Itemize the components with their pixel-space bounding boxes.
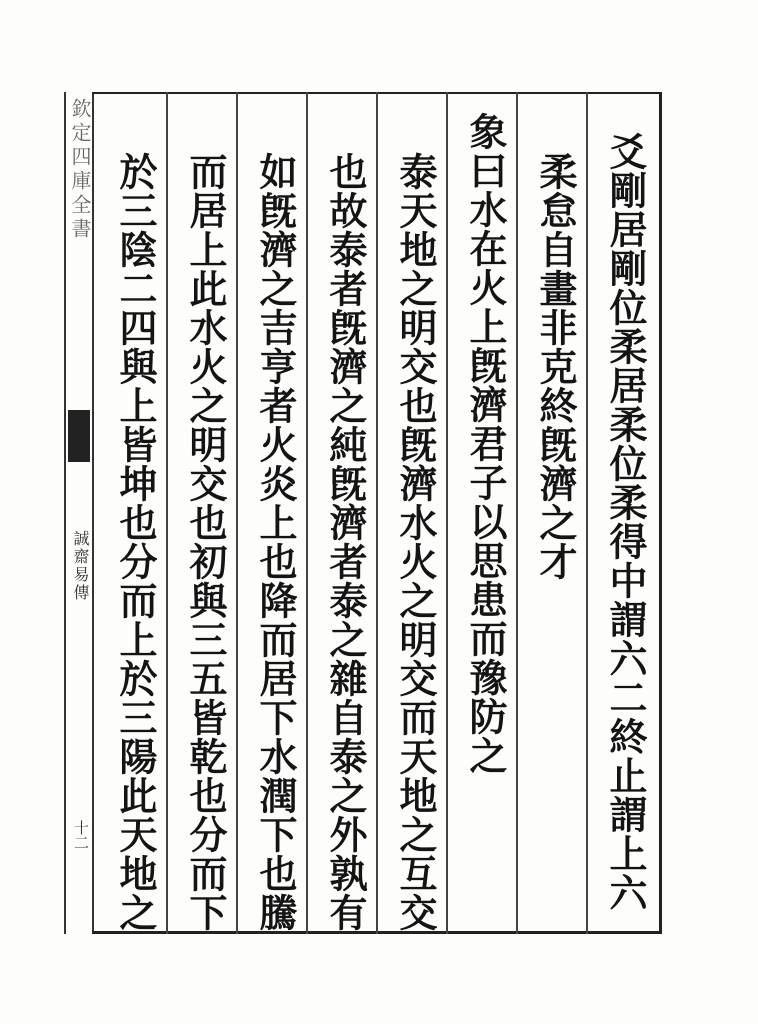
page-margin-column [64, 92, 94, 934]
column-divider [376, 92, 378, 934]
text-column-8: 於三陰二四與上皆坤也分而上於三陽此天地之 [113, 152, 158, 932]
text-column-6: 如旣濟之吉亨者火炎上也降而居下水潤下也騰 [253, 152, 298, 932]
column-divider [586, 92, 588, 934]
column-divider [306, 92, 308, 934]
margin-black-block [68, 410, 90, 462]
column-divider [446, 92, 448, 934]
column-divider [166, 92, 168, 934]
text-column-1: 爻剛居剛位柔居柔位柔得中謂六二終止謂上六 [603, 132, 648, 912]
text-column-5: 也故泰者旣濟之純旣濟者泰之雜自泰之外孰有 [323, 152, 368, 932]
margin-page-number: 十二 [72, 820, 90, 850]
margin-work-title: 誠齋易傳 [71, 530, 90, 602]
column-divider [516, 92, 518, 934]
text-column-7: 而居上此水火之明交也初與三五皆乾也分而下 [183, 152, 228, 932]
text-column-2: 柔怠自畫非克終旣濟之才 [533, 152, 578, 581]
margin-book-title: 欽定四庫全書 [68, 98, 92, 242]
column-divider [236, 92, 238, 934]
text-column-3: 象曰水在火上旣濟君子以思患而豫防之 [463, 112, 508, 775]
text-column-4: 泰天地之明交也旣濟水火之明交而天地之互交 [393, 152, 438, 932]
